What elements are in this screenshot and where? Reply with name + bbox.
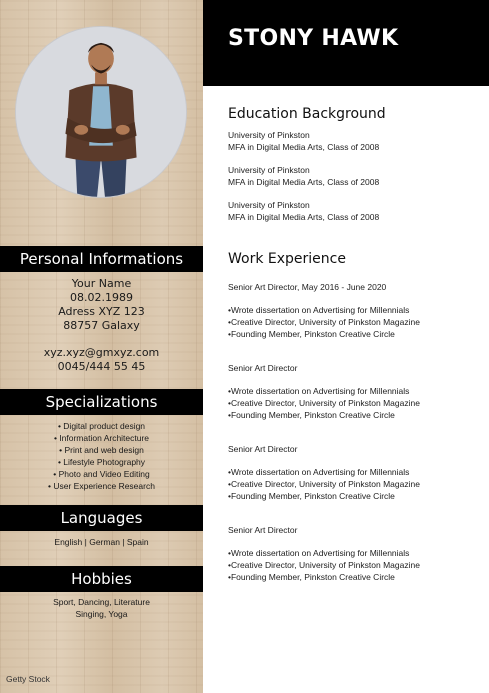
education-school: University of Pinkston bbox=[228, 165, 310, 175]
work-bullet: •Wrote dissertation on Advertising for Millennials bbox=[228, 305, 410, 315]
languages-text: English | German | Spain bbox=[54, 537, 149, 547]
list-item: • Information Architecture bbox=[53, 433, 150, 443]
work-bullet: •Wrote dissertation on Advertising for Millennials bbox=[228, 467, 410, 477]
work-bullet: •Founding Member, Pinkston Creative Circle bbox=[228, 329, 395, 339]
work-bullet: •Creative Director, University of Pinkston Magazine bbox=[228, 479, 420, 489]
image-credit: Getty Stock bbox=[6, 674, 50, 684]
contact-block bbox=[0, 346, 203, 374]
education-school: University of Pinkston bbox=[228, 200, 310, 210]
work-bullet: •Wrote dissertation on Advertising for Millennials bbox=[228, 548, 410, 558]
list-item: • Lifestyle Photography bbox=[57, 457, 146, 467]
education-degree: MFA in Digital Media Arts, Class of 2008 bbox=[228, 212, 380, 222]
hobbies-block bbox=[0, 597, 203, 620]
personal-address: Adress XYZ 123 bbox=[58, 305, 145, 318]
list-item: • Photo and Video Editing bbox=[53, 469, 150, 479]
specializations-heading: Specializations bbox=[0, 389, 203, 415]
specializations-list bbox=[0, 420, 203, 492]
hobbies-line: Sport, Dancing, Literature bbox=[53, 597, 150, 607]
person-photo-icon bbox=[16, 27, 186, 197]
education-school: University of Pinkston bbox=[228, 130, 310, 140]
work-heading: Work Experience bbox=[228, 251, 346, 267]
hobbies-line: Singing, Yoga bbox=[75, 608, 128, 619]
personal-birthdate: 08.02.1989 bbox=[70, 291, 133, 304]
work-title: Senior Art Director bbox=[228, 444, 298, 454]
work-title: Senior Art Director bbox=[228, 525, 298, 535]
work-bullet: •Wrote dissertation on Advertising for Millennials bbox=[228, 386, 410, 396]
education-heading: Education Background bbox=[228, 106, 386, 122]
personal-name: Your Name bbox=[71, 277, 132, 290]
work-bullet: •Founding Member, Pinkston Creative Circle bbox=[228, 410, 395, 420]
personal-info-heading: Personal Informations bbox=[0, 246, 203, 272]
hobbies-heading: Hobbies bbox=[0, 566, 203, 592]
personal-city: 88757 Galaxy bbox=[63, 319, 140, 332]
work-title: Senior Art Director bbox=[228, 363, 298, 373]
work-bullet: •Founding Member, Pinkston Creative Circle bbox=[228, 572, 395, 582]
list-item: • Digital product design bbox=[57, 421, 146, 431]
personal-info-block bbox=[0, 277, 203, 333]
education-degree: MFA in Digital Media Arts, Class of 2008 bbox=[228, 177, 380, 187]
email-link[interactable]: xyz.xyz@gmxyz.com bbox=[43, 346, 160, 359]
work-title: Senior Art Director, May 2016 - June 2020 bbox=[228, 282, 387, 292]
work-bullet: •Founding Member, Pinkston Creative Circle bbox=[228, 491, 395, 501]
languages-heading: Languages bbox=[0, 505, 203, 531]
education-degree: MFA in Digital Media Arts, Class of 2008 bbox=[228, 142, 380, 152]
page-title: STONY HAWK bbox=[228, 26, 399, 51]
list-item: • User Experience Research bbox=[48, 481, 155, 491]
work-bullet: •Creative Director, University of Pinkston Magazine bbox=[228, 317, 420, 327]
work-bullet: •Creative Director, University of Pinkston Magazine bbox=[228, 560, 420, 570]
work-bullet: •Creative Director, University of Pinkston Magazine bbox=[228, 398, 420, 408]
phone-number: 0045/444 55 45 bbox=[57, 360, 146, 373]
list-item: • Print and web design bbox=[59, 445, 144, 455]
profile-photo bbox=[15, 26, 187, 198]
